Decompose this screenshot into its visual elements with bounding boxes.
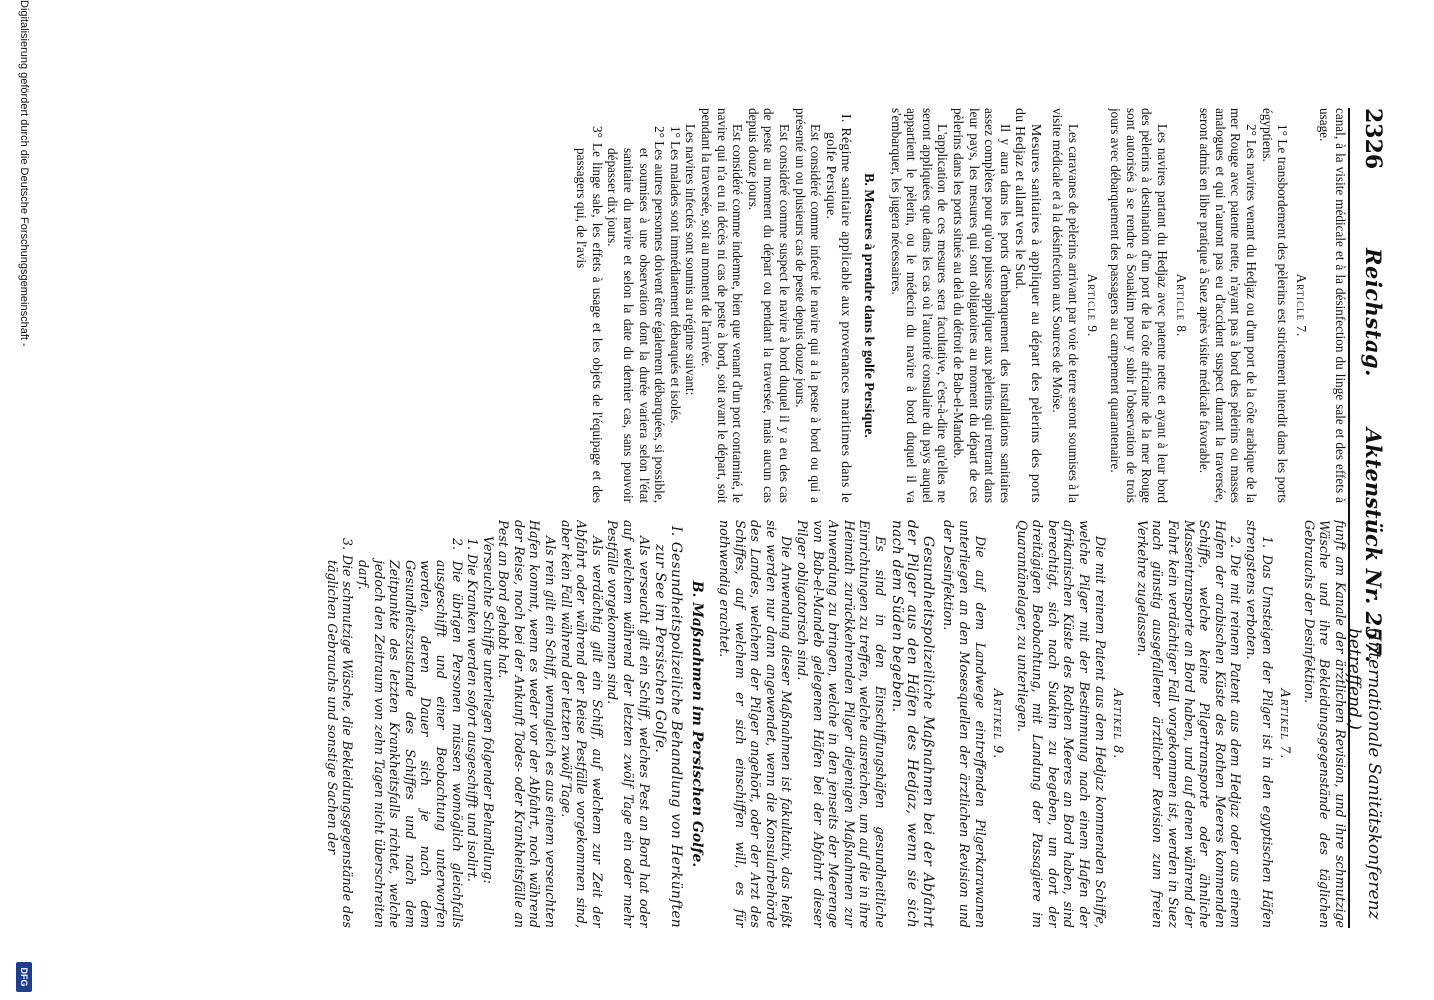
- fr-section-b-title: B. Mesures à prendre dans le golfe Persique.: [860, 173, 876, 438]
- fr-article-8-p1: Les navires partant du Hedjaz avec patente nette et ayant à leur bord des pèlerins à destination d'un port de la côte africaine de la mer Rouge sont autorisés à se rendre à Souakim pour y subir l'observation de trois jours avec débarquement des passagers au campement quarantenaire.: [1108, 108, 1171, 503]
- de-regime-p3: Als rein gilt ein Schiff, wenngleich es aus einem verseuchten Hafen kommt, wenn es weder vor der Abfahrt, noch während der Reise, noch bei der Ankunft Todes- oder Krankheitsfälle an Pest an Bord gehabt hat.: [496, 520, 559, 928]
- fr-regime-p4: Les navires infectés sont soumis au régime suivant:: [683, 124, 699, 396]
- fr-regime-item-2: 2° Les autres personnes doivent être également débarquées, si possible, et soumises à une observation dont la durée variera selon l'état sanitaire du navire et selon la date du dernier cas, sans pouvoir dépasser dix jours.: [605, 126, 668, 503]
- fr-measures-heading: Mesures sanitaires à appliquer au départ des pèlerins des ports du Hedjaz et allant vers le Sud.: [1013, 108, 1044, 503]
- fr-article-9-p1: Les caravanes de pèlerins arrivant par voie de terre seront soumises à la visite médicale et à la désinfection aux Sources de Moïse.: [1050, 108, 1082, 503]
- de-article-9-title: Artikel 9.: [991, 688, 1007, 760]
- fr-intro: canal, à la visite médicale et à la désinfection du linge sale et des effets à usage.: [1317, 108, 1348, 503]
- de-article-7-p2: 2. Die mit reinem Patent aus dem Hedjaz oder aus einem Hafen der arabischen Küste des Rothen Meeres kommenden Schiffe, welche keine Pilgertransporte oder ähnliche Massentransporte an Bord haben, und auf denen während der Fahrt kein verdächtiger Fall vorgekommen ist, werden in Suez nach günstig ausgefallener ärztlicher Revision zum freien Verkehre zugelassen.: [1134, 520, 1244, 928]
- document-number: Aktenstück Nr. 257.: [1361, 428, 1386, 663]
- de-article-8-title: Artikel 8.: [1111, 688, 1127, 760]
- fr-article-7-title: Article 7.: [1293, 273, 1309, 338]
- fr-regime-title: I. Régime sanitaire applicable aux provenances maritimes dans le golfe Persique.: [823, 114, 855, 503]
- de-regime-p1: Als verseucht gilt ein Schiff, welches Pest an Bord hat oder auf welchem während der letzten zwölf Tage ein oder mehr Pestfälle vorgekommen sind.: [605, 520, 652, 928]
- digitization-footer: [12, 0, 34, 1000]
- de-regime-item-2: 2. Die übrigen Personen müssen womöglich gleichfalls ausgeschifft und einer Beobachtung unterworfen werden, deren Dauer sich je nach dem Gesundheitszustande des Schiffes und nach dem Zeitpunkte des letzten Krankheitsfalls richtet, welche jedoch den Zeitraum von zehn Tagen nicht überschreiten darf.: [355, 538, 465, 928]
- de-regime-title: I. Gesundheitspolizeiliche Behandlung von Herkünften zur See im Persischen Golfe.: [652, 526, 684, 928]
- fr-regime-p1: Est considéré comme infecté le navire qui a la peste à bord ou qui a présenté un ou plusieurs cas de peste depuis douze jours.: [792, 108, 824, 503]
- header-subtitle: (Internationale Sanitätskonferenz betreffend.): [1344, 628, 1384, 920]
- fr-regime-p2: Est considéré comme suspect le navire à bord duquel il y a eu des cas de peste au moment du départ ou pendant la traversée, mais aucun cas depuis douze jours.: [745, 108, 792, 503]
- fr-article-7-p2: 2° Les navires venant du Hedjaz ou d'un port de la côte arabique de la mer Rouge avec patente nette, n'ayant pas à bord des pèlerins ou masses analogues et qui n'auront pas eu d'accident suspect durant la traversée, seront admis en libre pratique à Suez après visite médicale favorable.: [1197, 108, 1260, 503]
- fr-article-8-title: Article 8.: [1173, 273, 1189, 338]
- page-number: 2326: [1360, 108, 1386, 170]
- fr-measures-p1: Il y aura dans les ports d'embarquement des installations sanitaires assez complètes pour qu'on puisse appliquer aux pèlerins qui rentrant dans leur pays, les mesures qui sont obligatoires au moment du départ de ces pèlerins dans les ports situés au delà du détroit de Bab-el-Mandeb.: [950, 108, 1013, 503]
- de-regime-item-3: 3. Die schmutzige Wäsche, die Bekleidungsgegenstände des täglichen Gebrauchs und sonstige Sachen der: [324, 538, 356, 928]
- de-article-7-title: Artikel 7.: [1278, 688, 1294, 760]
- fr-article-9-title: Article 9.: [1084, 273, 1100, 338]
- fr-regime-item-3: 3° Le linge sale, les effets à usage et les objets de l'équipage et des passagers qui, de l'avis: [574, 126, 605, 503]
- de-measures-p1: Es sind in den Einschiffungshäfen gesundheitliche Einrichtungen zu treffen, welche ausreichen, um auf die in ihre Heimath zurückkehrenden Pilger diejenigen Maßnahmen zur Anwendung zu bringen, welche in den jenseits der Meerenge von Bab-el-Mandeb gelegenen Häfen bei der Abfahrt dieser Pilger obligatorisch sind.: [795, 520, 888, 928]
- fr-measures-p2: L'application de ces mesures sera facultative, c'est-à-dire qu'elles ne seront appliquées que dans les cas où l'autorité consulaire du pays auquel appartient le pèlerin, ou le médecin du navire à bord duquel il va s'embarquer, les jugera nécessaires.: [888, 108, 951, 503]
- de-measures-p2: Die Anwendung dieser Maßnahmen ist fakultativ, das heißt sie werden nur dann angewendet, wenn die Konsularbehörde des Landes, welchem der Pilger angehört, oder der Arzt des Schiffes, auf welchem er sich einschiffen will, es für nothwendig erachtet.: [717, 520, 795, 928]
- header-title: Reichstag.: [1361, 248, 1386, 377]
- de-measures-heading: Gesundheitspolizeiliche Maßnahmen bei der Abfahrt der Pilger aus den Häfen des Hedjaz, wenn sie sich nach dem Süden begeben.: [888, 520, 936, 928]
- french-column: [258, 108, 1348, 503]
- fr-regime-item-1: 1° Les malades sont immédiatement débarqués et isolés.: [667, 126, 683, 424]
- de-article-7-p1: 1. Das Umsteigen der Pilger ist in den egyptischen Häfen strengstens verboten.: [1244, 520, 1275, 928]
- de-regime-p2: Als verdächtig gilt ein Schiff, auf welchem zur Zeit der Abfahrt oder während der Reise Pestfälle vorgekommen sind, aber kein Fall während der letzten zwölf Tage.: [558, 520, 605, 928]
- de-regime-p4: Verseuchte Schiffe unterliegen folgender Behandlung:: [480, 536, 496, 884]
- dfg-logo-icon: DFG: [16, 962, 32, 992]
- footer-credit: Digitalisierung gefördert durch die Deutsche Forschungsgemeinschaft -: [18, 0, 30, 347]
- german-column: [258, 520, 1348, 928]
- de-article-9-p1: Die auf dem Landwege eintreffenden Pilgerkarawanen unterliegen an den Mosesquellen der ärztlichen Revision und der Desinfektion.: [941, 520, 988, 928]
- fr-article-7-p1: 1° Le transbordement des pèlerins est strictement interdit dans les ports égyptiens.: [1259, 108, 1291, 503]
- fr-regime-p3: Est considéré comme indemne, bien que venant d'un port contaminé, le navire qui n'a eu ni décès ni cas de peste à bord, soit avant le départ, soit pendant la traversée, soit au moment de l'arrivée.: [699, 108, 746, 503]
- de-section-b-title: B. Maßnahmen im Persischen Golfe.: [689, 580, 706, 868]
- de-regime-item-1: 1. Die Kranken werden sofort ausgeschifft und isolirt.: [465, 538, 481, 882]
- page-header: [1344, 108, 1390, 928]
- de-article-8-p1: Die mit reinem Patent aus dem Hedjaz kommenden Schiffe, welche Pilger mit der Bestimmung nach einem Hafen der afrikanischen Küste des Rothen Meeres an Bord haben, sind berechtigt, sich nach Suakim zu begeben, um dort der dreitägigen Beobachtung, mit Landung der Passagiere im Quarantänelager, zu unterliegen.: [1014, 520, 1108, 928]
- de-intro: funft am Kanale der ärztlichen Revision, und ihre schmutzige Wäsche und ihre Bekleidungsgegenstände des täglichen Gebrauchs der Desinfektion.: [1301, 520, 1348, 928]
